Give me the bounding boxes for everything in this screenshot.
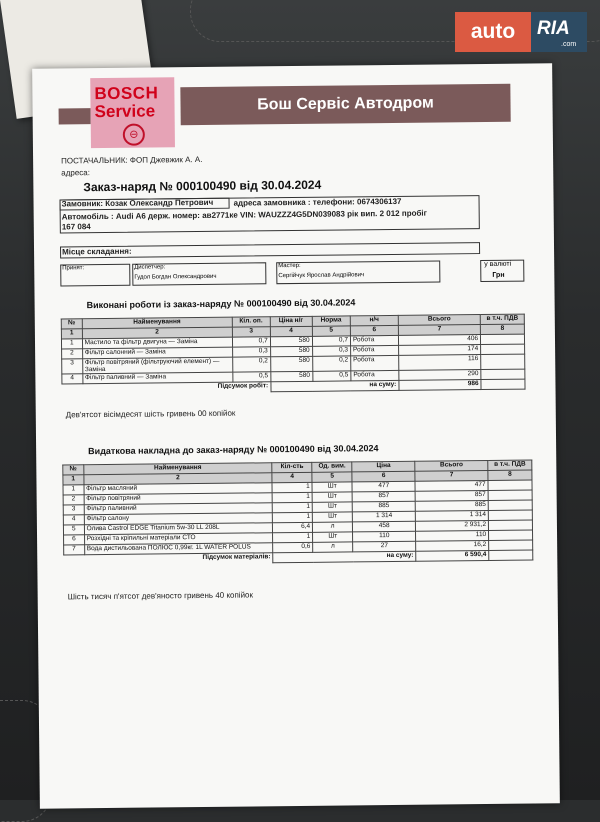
cell-name: Фільтр повітряний: [84, 493, 273, 505]
materials-col-number: 7: [415, 470, 488, 481]
cell-num: 7: [64, 545, 85, 555]
works-col-header: в т.ч. ПДВ: [480, 314, 524, 324]
cell-total: 406: [398, 335, 480, 346]
accepted-label: Принят:: [62, 265, 85, 272]
master-label: Мастер:: [278, 262, 301, 270]
currency-label: у валюті: [484, 260, 512, 269]
cell-unit: Шт: [312, 482, 352, 492]
header-band-left: [59, 108, 91, 124]
cell-vat: [481, 334, 525, 344]
materials-col-number: 2: [84, 473, 273, 485]
cell-price: 580: [270, 346, 312, 356]
dispatcher-label: Диспетчер:: [134, 264, 166, 271]
cell-norm: 0,7: [312, 336, 350, 346]
works-col-header: №: [61, 319, 82, 329]
cell-qty: 0,3: [232, 347, 270, 357]
works-sum: 986: [399, 380, 481, 391]
cell-qty: 0,5: [233, 372, 271, 382]
cell-name: Вода дистильована ПОЛЮС 0,99кг. 1L WATER POLUS: [84, 543, 273, 555]
materials-col-number: 5: [312, 472, 352, 482]
materials-sum-label: на суму:: [273, 551, 416, 562]
car-info: Автомобіль : Audi A6 держ. номер: ав2771ке VIN: WAUZZZ4G5DN039083 рік вип. 2 012 пробіг: [61, 208, 427, 222]
dispatcher-name: Гудол Богдан Олександрович: [134, 273, 217, 281]
materials-sum: 6 590,4: [416, 550, 489, 561]
materials-subtotal-label: Підсумок матеріалів:: [202, 553, 271, 561]
cell-qty: 1: [272, 482, 312, 492]
cell-price: 1 314: [353, 511, 416, 522]
cell-total: 290: [399, 370, 481, 381]
materials-col-header: Всього: [415, 460, 488, 471]
works-col-number: 1: [61, 329, 82, 339]
works-sum-label: на суму:: [271, 380, 399, 391]
cell-price: 857: [352, 491, 415, 502]
cell-vat: [489, 540, 533, 550]
cell-name: Фільтр паливний: [84, 503, 273, 515]
works-col-header: Норма: [312, 316, 350, 326]
cell-num: 3: [62, 359, 83, 374]
supplier: ПОСТАЧАЛЬНИК: ФОП Джевжик А. А.: [61, 154, 203, 166]
materials-col-header: Найменування: [83, 463, 272, 475]
cell-unit: Робота: [350, 335, 398, 346]
materials-col-number: 6: [352, 471, 415, 482]
logo-bosch: BOSCH: [94, 83, 159, 104]
cell-num: 6: [64, 535, 85, 545]
works-col-number: 2: [82, 327, 232, 339]
cell-num: 1: [63, 485, 84, 495]
cell-name: Фільтр салонний — Заміна: [82, 347, 232, 359]
works-table: [61, 314, 526, 395]
cell-qty: 1: [273, 512, 313, 522]
cell-name: Фільтр салону: [84, 513, 273, 525]
cell-num: 2: [62, 349, 83, 359]
works-col-header: Всього: [398, 315, 480, 326]
cell-vat: [488, 490, 532, 500]
watermark-auto: auto: [455, 12, 531, 52]
bosch-armature-icon: ⊖: [123, 124, 145, 146]
cell-vat: [488, 500, 532, 510]
cell-num: 4: [62, 374, 83, 384]
cell-num: 2: [63, 495, 84, 505]
cell-num: 4: [63, 515, 84, 525]
cell-vat: [481, 369, 525, 379]
master-name: Сергійчук Ярослав Андрійович: [278, 272, 365, 280]
customer-name: Замовник: Козак Олександр Петрович: [61, 197, 214, 209]
materials-col-header: Од. вим.: [312, 462, 352, 472]
cell-price: 580: [270, 356, 312, 371]
cell-unit: Шт: [312, 492, 352, 502]
materials-sum-in-words: Шість тисяч п'ятсот дев'яносто гривень 40 копійок: [67, 590, 254, 602]
cell-name: Розхідні та кріпильні матеріали СТО: [84, 533, 273, 545]
cell-unit: Робота: [351, 370, 399, 381]
cell-price: 110: [353, 531, 416, 542]
cell-unit: Шт: [313, 512, 353, 522]
cell-name: Мастило та фільтр двигуна — Заміна: [82, 337, 232, 349]
cell-vat: [481, 344, 525, 354]
materials-col-number: 1: [63, 475, 84, 485]
currency-value: Грн: [492, 271, 505, 279]
materials-sum-vat: [489, 550, 533, 560]
cell-norm: 0,2: [312, 356, 351, 371]
cell-name: Олива Castrol EDGE Titanium 5w-30 LL 208L: [84, 523, 273, 535]
cell-total: 1 314: [416, 510, 489, 521]
cell-price: 27: [353, 541, 416, 552]
cell-num: 1: [61, 339, 82, 349]
cell-unit: л: [313, 522, 353, 532]
works-col-number: 8: [480, 324, 524, 334]
work-order-document: [32, 63, 560, 808]
works-col-header: Ціна н/г: [270, 316, 312, 326]
cell-vat: [489, 530, 533, 540]
cell-qty: 1: [272, 492, 312, 502]
bosch-service-logo: [90, 77, 175, 148]
cell-norm: 0,3: [312, 346, 350, 356]
materials-col-header: №: [63, 465, 84, 475]
cell-unit: Шт: [312, 502, 352, 512]
works-col-number: 5: [312, 326, 350, 336]
customer-address: адреса замовника : телефони: 0674306137: [233, 196, 402, 208]
works-col-number: 7: [398, 325, 480, 336]
works-col-header: Найменування: [82, 317, 232, 329]
cell-qty: 0,6: [273, 542, 313, 552]
materials-col-header: Ціна: [352, 461, 415, 472]
cell-qty: 0,2: [232, 357, 270, 372]
cell-total: 16,2: [416, 540, 489, 551]
cell-total: 116: [399, 355, 481, 371]
cell-total: 174: [398, 345, 480, 356]
cell-name: Фільтр паливний — Заміна: [82, 372, 232, 384]
materials-col-number: 4: [272, 472, 312, 482]
materials-col-number: 8: [488, 470, 532, 480]
cell-price: 885: [352, 501, 415, 512]
cell-name: Фільтр повітряний (фільтруючий елемент) — Заміна: [82, 357, 232, 374]
cell-total: 885: [415, 500, 488, 511]
materials-title: Видаткова накладна до заказ-наряду № 000100490 від 30.04.2024: [88, 443, 379, 457]
cell-total: 477: [415, 480, 488, 491]
watermark-ria-box: [531, 12, 587, 52]
cell-qty: 6,4: [273, 522, 313, 532]
works-col-number: 3: [232, 327, 270, 337]
works-col-header: Кіл. оп.: [232, 317, 270, 327]
cell-vat: [481, 354, 525, 369]
cell-price: 580: [270, 336, 312, 346]
works-subtotal-label: Підсумок робіт:: [217, 382, 269, 390]
works-col-header: н/ч: [350, 315, 398, 326]
cell-unit: Робота: [350, 345, 398, 356]
cell-price: 580: [271, 371, 313, 381]
cell-norm: 0,5: [312, 371, 350, 381]
order-title: Заказ-наряд № 000100490 від 30.04.2024: [83, 177, 322, 195]
materials-col-header: в т.ч. ПДВ: [488, 460, 532, 470]
works-col-number: 6: [350, 325, 398, 336]
cell-num: 5: [63, 525, 84, 535]
cell-qty: 1: [272, 502, 312, 512]
cell-vat: [488, 510, 532, 520]
works-title: Виконані роботи із заказ-наряду № 000100490 від 30.04.2024: [86, 297, 356, 311]
cell-price: 477: [352, 481, 415, 492]
cell-unit: л: [313, 542, 353, 552]
cell-name: Фільтр масляний: [84, 483, 273, 495]
cell-total: 857: [415, 490, 488, 501]
cell-vat: [488, 480, 532, 490]
cell-unit: Шт: [313, 532, 353, 542]
materials-table: [62, 460, 533, 566]
materials-col-header: Кіл-сть: [272, 462, 312, 472]
cell-total: 2 931,2: [416, 520, 489, 531]
watermark-ria: RIA: [537, 18, 570, 39]
works-col-number: 4: [270, 326, 312, 336]
logo-service: Service: [94, 101, 156, 122]
watermark-domain: .com: [561, 41, 577, 48]
works-sum-in-words: Дев'ятсот вісімдесят шість гривень 00 копійок: [65, 408, 236, 420]
cell-num: 3: [63, 505, 84, 515]
cell-qty: 1: [273, 532, 313, 542]
cell-qty: 0,7: [232, 337, 270, 347]
address-label: адреса:: [61, 168, 90, 178]
works-sum-vat: [481, 379, 525, 389]
place-label: Місце складання:: [62, 246, 132, 257]
autoria-watermark: [455, 12, 587, 52]
car-mileage: 167 084: [61, 222, 91, 232]
header-title: Бош Сервіс Автодром: [180, 84, 510, 125]
cell-price: 458: [353, 521, 416, 532]
cell-vat: [489, 520, 533, 530]
cell-unit: Робота: [351, 355, 399, 371]
cell-total: 110: [416, 530, 489, 541]
